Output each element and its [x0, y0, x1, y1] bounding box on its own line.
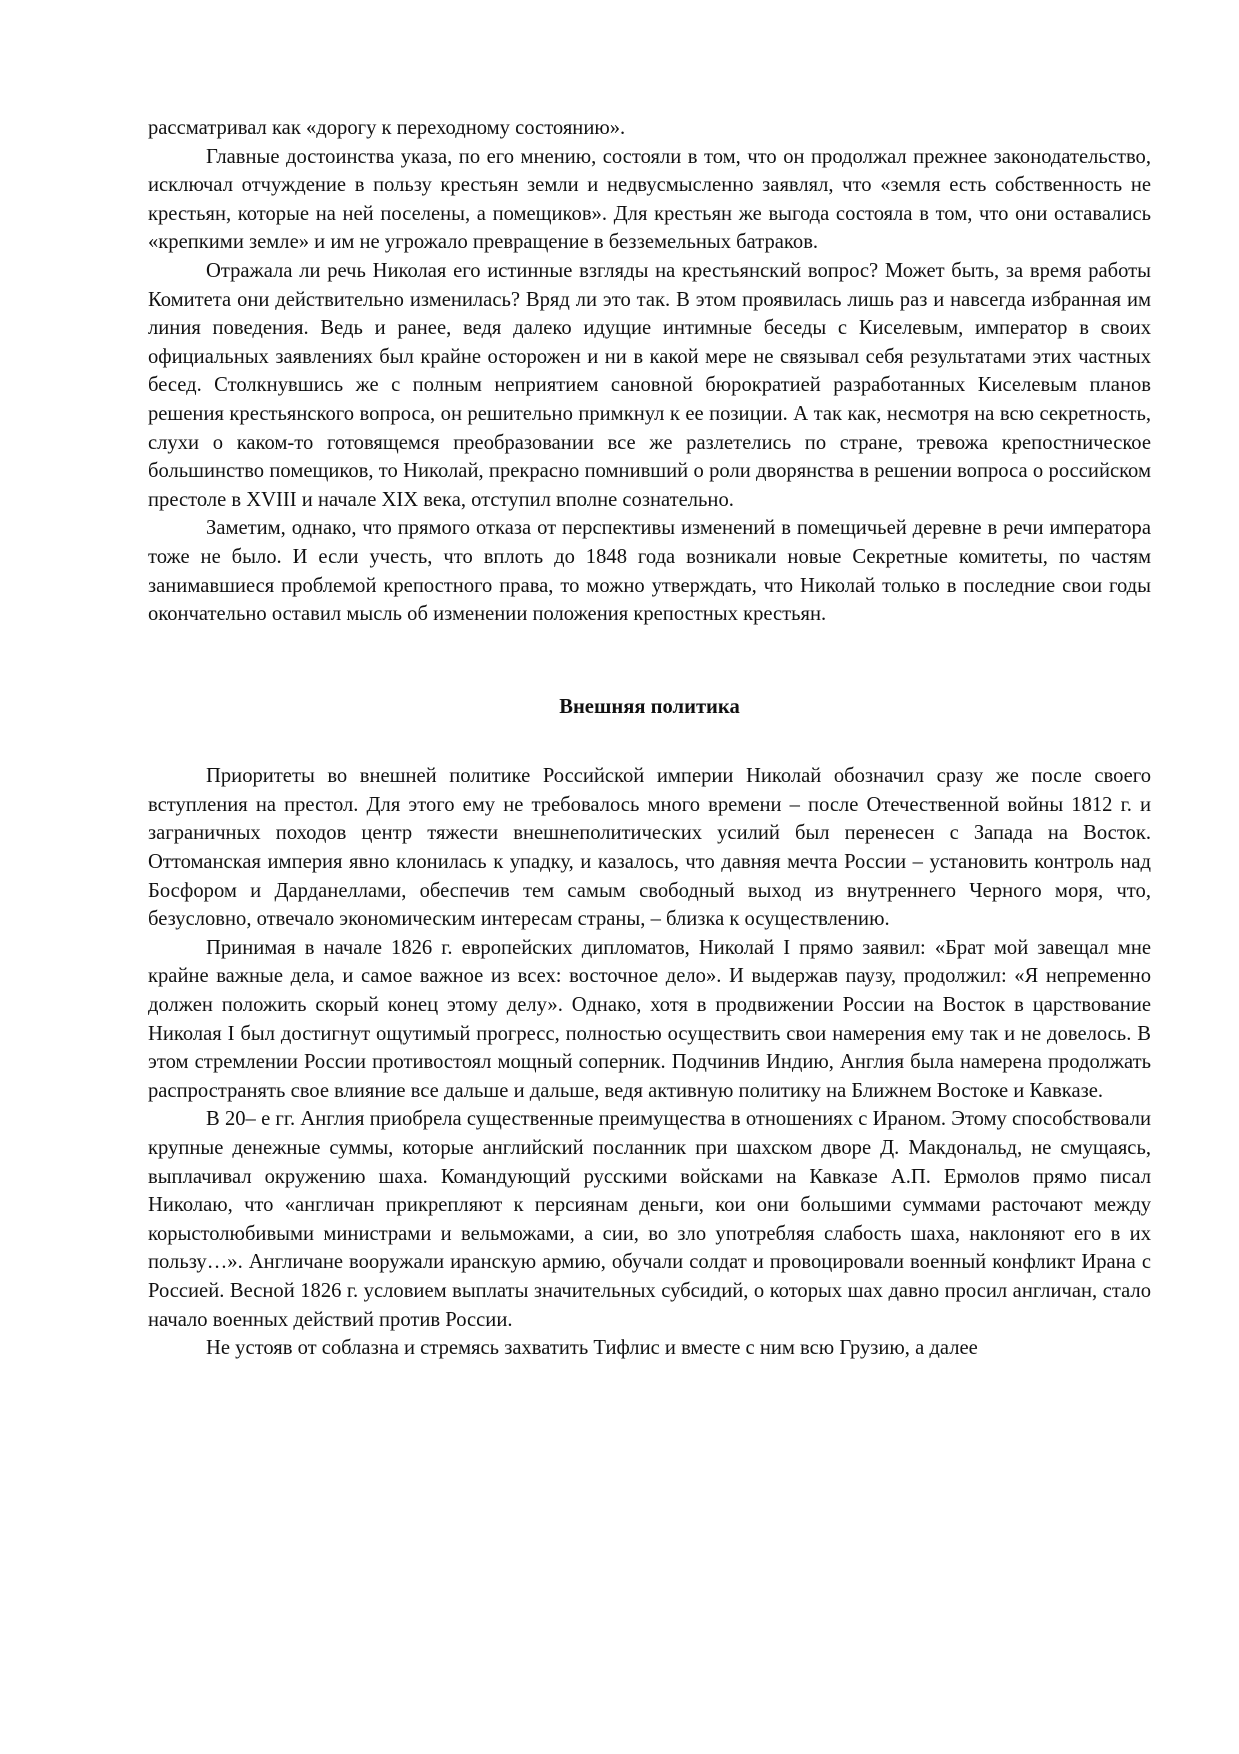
paragraph: Принимая в начале 1826 г. европейских дипломатов, Николай I прямо заявил: «Брат мой завещал мне крайне важные дела, и самое важное из всех: восточное дело». И выдержав паузу, продолжил: «Я непременно должен положить скорый конец этому делу». Однако, хотя в продвижении России на Восток в царствование Николая I был достигнут ощутимый прогресс, полностью осуществить свои намерения ему так и не довелось. В этом стремлении России противостоял мощный соперник. Подчинив Индию, Англия была намерена продолжать распространять свое влияние все дальше и дальше, ведя активную политику на Ближнем Востоке и Кавказе. [148, 936, 1151, 1102]
paragraph: Отражала ли речь Николая его истинные взгляды на крестьянский вопрос? Может быть, за время работы Комитета они действительно изменилась? Вряд ли это так. В этом проявилась лишь раз и навсегда избранная им линия поведения. Ведь и ранее, ведя далеко идущие интимные беседы с Киселевым, император в своих официальных заявлениях был крайне осторожен и ни в какой мере не связывал себя результатами этих частных бесед. Столкнувшись же с полным неприятием сановной бюрократией разработанных Киселевым планов решения крестьянского вопроса, он решительно примкнул к ее позиции. А так как, несмотря на всю секретность, слухи о каком-то готовящемся преобразовании все же разлетелись по стране, тревожа крепостническое большинство помещиков, то Николай, прекрасно помнивший о роли дворянства в решении вопроса о российском престоле в XVIII и начале XIX века, отступил вполне сознательно. [148, 259, 1151, 511]
paragraph: Не устояв от соблазна и стремясь захватить Тифлис и вместе с ним всю Грузию, а далее [206, 1337, 978, 1360]
section-heading: Внешняя политика [559, 695, 740, 718]
paragraph: рассматривал как «дорогу к переходному состоянию». [148, 117, 626, 139]
paragraph: Заметим, однако, что прямого отказа от перспективы изменений в помещичьей деревне в речи императора тоже не было. И если учесть, что вплоть до 1848 года возникали новые Секретные комитеты, по частям занимавшиеся проблемой крепостного права, то можно утверждать, что Николай только в последние свои годы окончательно оставил мысль об изменении положения крепостных крестьян. [148, 517, 1151, 626]
paragraph: В 20– е гг. Англия приобрела существенные преимущества в отношениях с Ираном. Этому способствовали крупные денежные суммы, которые английский посланник при шахском дворе Д. Макдональд, не смущаясь, выплачивал окружению шаха. Командующий русскими войсками на Кавказе А.П. Ермолов прямо писал Николаю, что «англичан прикрепляют к персиянам деньги, кои они большими суммами расточают между корыстолюбивыми министрами и вельможами, а сии, во зло употребляя слабость шаха, наклоняют его в их пользу…». Англичане вооружали иранскую армию, обучали солдат и провоцировали военный конфликт Ирана с Россией. Весной 1826 г. условием выплаты значительных субсидий, о которых шах давно просил англичан, стало начало военных действий против России. [148, 1108, 1151, 1331]
paragraph: Главные достоинства указа, по его мнению, состояли в том, что он продолжал прежнее законодательство, исключал отчуждение в пользу крестьян земли и недвусмысленно заявлял, что «земля есть собственность не крестьян, которые на ней поселены, а помещиков». Для крестьян же выгода состояла в том, что они оставались «крепкими земле» и им не угрожало превращение в безземельных батраков. [148, 145, 1151, 254]
paragraph: Приоритеты во внешней политике Российской империи Николай обозначил сразу же после своего вступления на престол. Для этого ему не требовалось много времени – после Отечественной войны 1812 г. и заграничных походов центр тяжести внешнеполитических усилий был перенесен с Запада на Восток. Оттоманская империя явно клонилась к упадку, и казалось, что давняя мечта России – установить контроль над Босфором и Дарданеллами, обеспечив тем самым свободный выход из внутреннего Черного моря, что, безусловно, отвечало экономическим интересам страны, – близка к осуществлению. [148, 765, 1151, 931]
document-page [148, 114, 1151, 1363]
